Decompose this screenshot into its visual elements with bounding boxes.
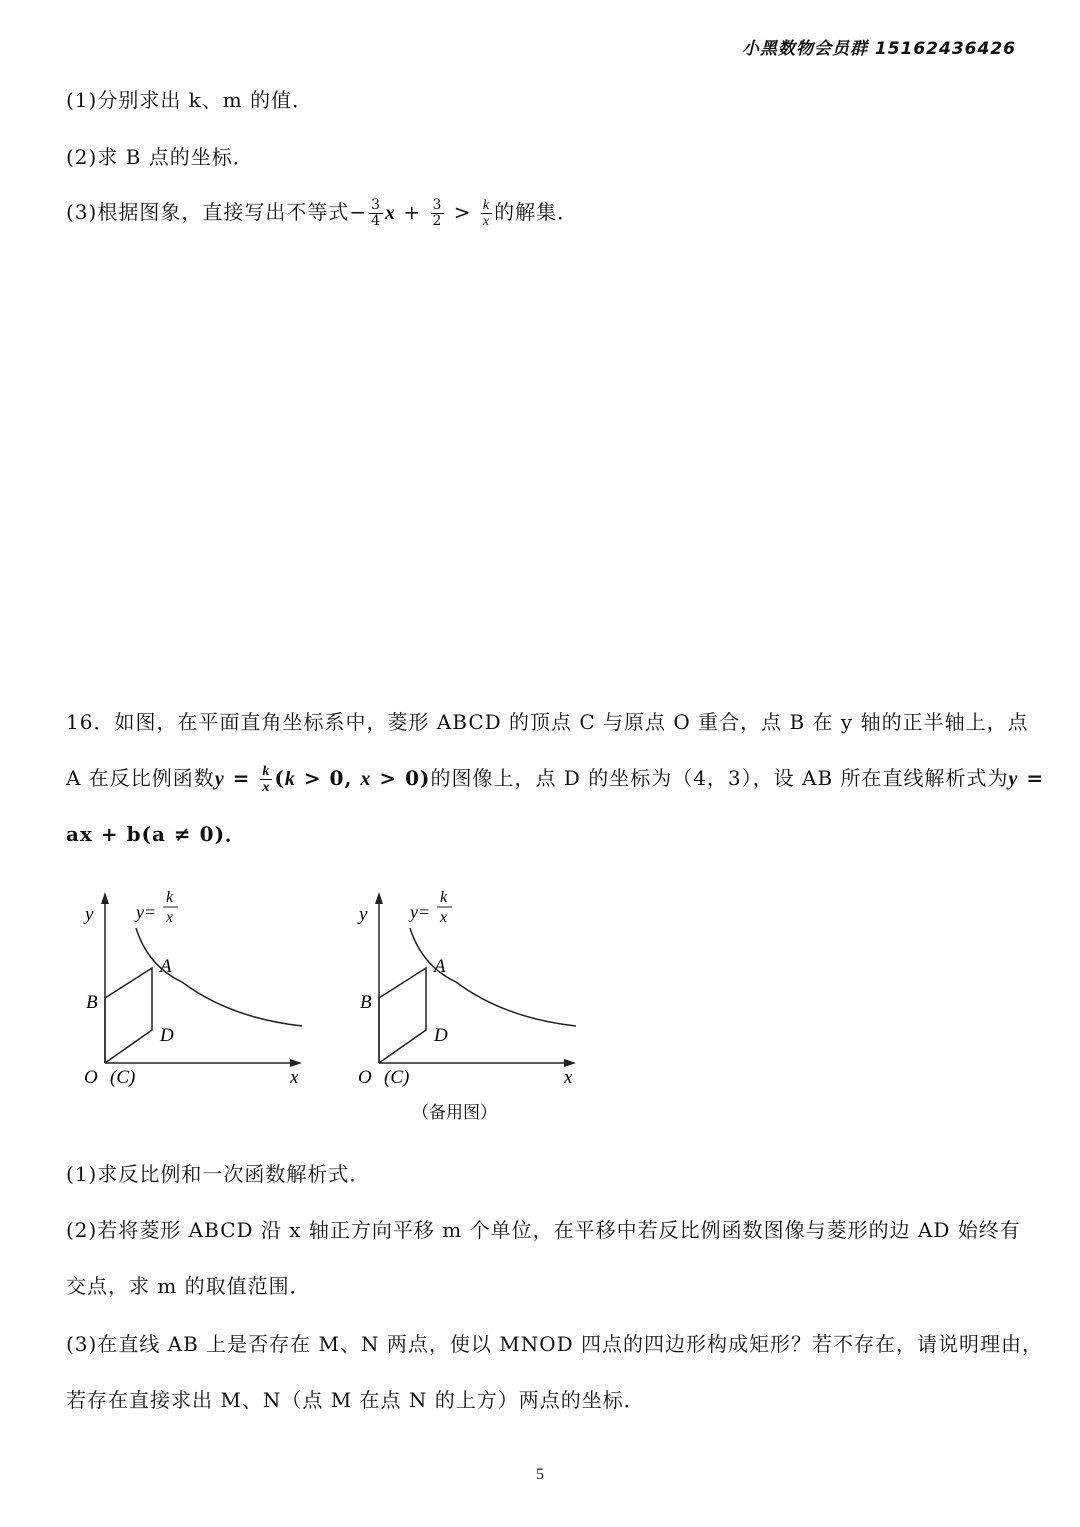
point-b-label: B [360,992,372,1013]
function-label-y: y= [410,902,431,922]
watermark-header: 小黑数物会员群 15162436426 [741,39,1016,59]
line-formula-start: y = [1008,766,1045,790]
y-axis-label: y [85,904,94,925]
origin-label: O [84,1067,98,1088]
inequality-expression: − $\frac{3}{4}$ x + $\frac{3}{2}$ > $\frac{k}{x}$ [349,197,491,229]
backup-figure-caption: （备用图） [412,1103,497,1122]
backup-figure [357,889,576,1122]
problem-16-question-2-line-1: (2)若将菱形 ABCD 沿 x 轴正方向平移 m 个单位，在平移中若反比例函数图像与菱形的边 AD 始终有 [66,1218,1021,1242]
prev-question-3 [66,196,578,229]
prev-question-3-suffix: 的解集． [494,200,579,224]
function-label-denominator: x [440,909,448,926]
point-a-label: A [434,956,446,977]
function-label-denominator: x [166,909,174,926]
point-d-label: D [434,1025,448,1046]
point-d-label: D [160,1025,174,1046]
function-formula: y = $\frac{k}{x}$ (k > 0, x > 0) [214,764,431,795]
problem-16-question-3-line-1: (3)在直线 AB 上是否存在 M、N 两点，使以 MNOD 四点的四边形构成矩形？若不存在，请说明理由， [66,1332,1044,1356]
function-label-numerator: k [440,889,448,906]
problem-16-question-3-line-2: 若存在直接求出 M、N（点 M 在点 N 的上方）两点的坐标． [66,1388,645,1412]
point-c-label: (C) [110,1067,136,1088]
x-axis-label: x [290,1067,299,1088]
problem-16-line-1: 16．如图，在平面直角坐标系中，菱形 ABCD 的顶点 C 与原点 O 重合，点 B 在 y 轴的正半轴上，点 [66,710,1029,734]
problem-16-figures [70,878,610,1128]
problem-16-line-2-a: A 在反比例函数 [66,766,215,790]
page-number: 5 [536,1466,544,1483]
problem-16-question-1: (1)求反比例和一次函数解析式． [66,1162,371,1186]
function-label: y= [136,902,157,922]
problem-16-line-2-b: 的图像上，点 D 的坐标为（4，3），设 AB 所在直线解析式为 [430,766,1009,790]
prev-question-2: (2)求 B 点的坐标． [66,145,254,169]
prev-question-3-prefix: (3)根据图象，直接写出不等式 [66,200,350,224]
point-b-label: B [86,992,98,1013]
point-a-label: A [160,956,172,977]
problem-16-line-2 [66,762,1044,795]
y-axis-label: y [359,904,368,925]
prev-question-1: (1)分别求出 k、m 的值． [66,88,314,112]
origin-label: O [358,1067,372,1088]
point-c-label: (C) [384,1067,410,1088]
x-axis-label: x [564,1067,573,1088]
function-label-numerator: k [166,889,174,906]
problem-16-question-2-line-2: 交点，求 m 的取值范围． [66,1274,311,1298]
main-figure [83,889,302,1088]
problem-16-line-3: ax + b(a ≠ 0)． [66,822,247,846]
